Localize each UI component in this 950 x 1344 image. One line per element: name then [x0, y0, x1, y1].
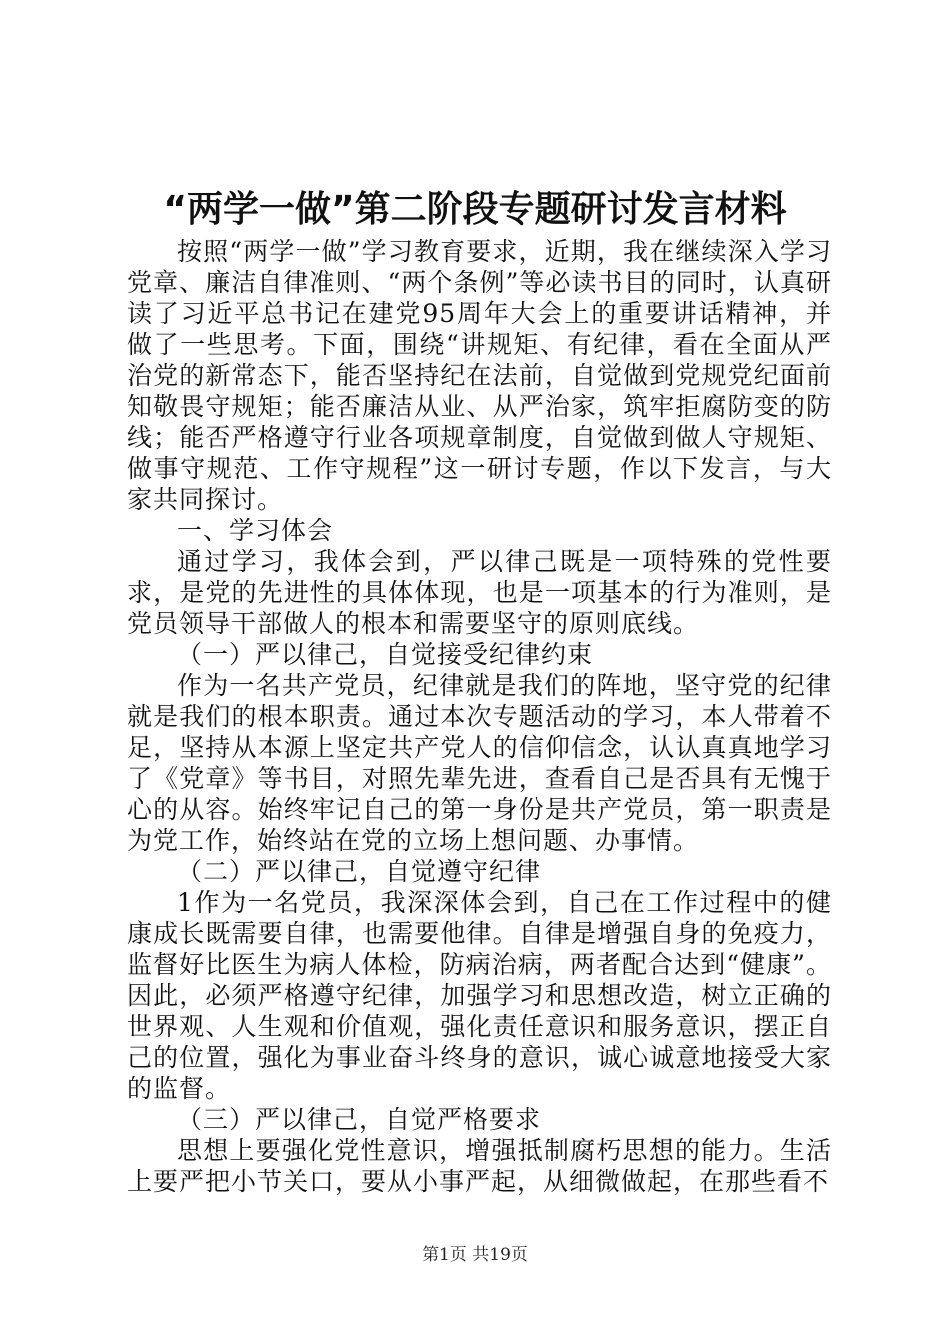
- paragraph-intro: 按照“两学一做”学习教育要求，近期，我在继续深入学习党章、廉洁自律准则、“两个条例”等必读书目的同时，认真研读了习近平总书记在建党95周年大会上的重要讲话精神，并做了一些思考。下面，围绕“讲规矩、有纪律，看在全面从严治党的新常态下，能否坚持纪在法前，自觉做到党规党纪面前知敬畏守规矩；能否廉洁从业、从严治家，筑牢拒腐防变的防线；能否严格遵守行业各项规章制度，自觉做到做人守规矩、做事守规范、工作守规程”这一研讨专题，作以下发言，与大家共同探讨。: [127, 237, 832, 514]
- paragraph-subsection-2: 1作为一名党员，我深深体会到，自己在工作过程中的健康成长既需要自律，也需要他律。自律是增强自身的免疫力，监督好比医生为病人体检，防病治病，两者配合达到“健康”。因此，必须严格遵守纪律，加强学习和思想改造，树立正确的世界观、人生观和价值观，强化责任意识和服务意识，摆正自己的位置，强化为事业奋斗终身的意识，诚心诚意地接受大家的监督。: [127, 888, 832, 1103]
- document-title: “两学一做”第二阶段专题研讨发言材料: [163, 189, 787, 230]
- document-body: [127, 236, 832, 1197]
- subheading-2: （二）严以律己，自觉遵守纪律: [177, 857, 542, 886]
- subheading-3: （三）严以律己，自觉严格要求: [177, 1105, 542, 1134]
- page-footer: 第1页 共19页: [422, 1245, 528, 1265]
- paragraph-section-1: 通过学习，我体会到，严以律己既是一项特殊的党性要求，是党的先进性的具体体现，也是一项基本的行为准则，是党员领导干部做人的根本和需要坚守的原则底线。: [127, 547, 832, 638]
- section-heading-1: 一、学习体会: [177, 516, 334, 545]
- paragraph-subsection-1: 作为一名共产党员，纪律就是我们的阵地，坚守党的纪律就是我们的根本职责。通过本次专题活动的学习，本人带着不足，坚持从本源上坚定共产党人的信仰信念，认认真真地学习了《党章》等书目，对照先辈先进，查看自己是否具有无愧于心的从容。始终牢记自己的第一身份是共产党员，第一职责是为党工作，始终站在党的立场上想问题、办事情。: [127, 671, 832, 855]
- subheading-1: （一）严以律己，自觉接受纪律约束: [177, 640, 594, 669]
- paragraph-subsection-3: 思想上要强化党性意识，增强抵制腐朽思想的能力。生活上要严把小节关口，要从小事严起，从细微做起，在那些看不: [127, 1136, 832, 1196]
